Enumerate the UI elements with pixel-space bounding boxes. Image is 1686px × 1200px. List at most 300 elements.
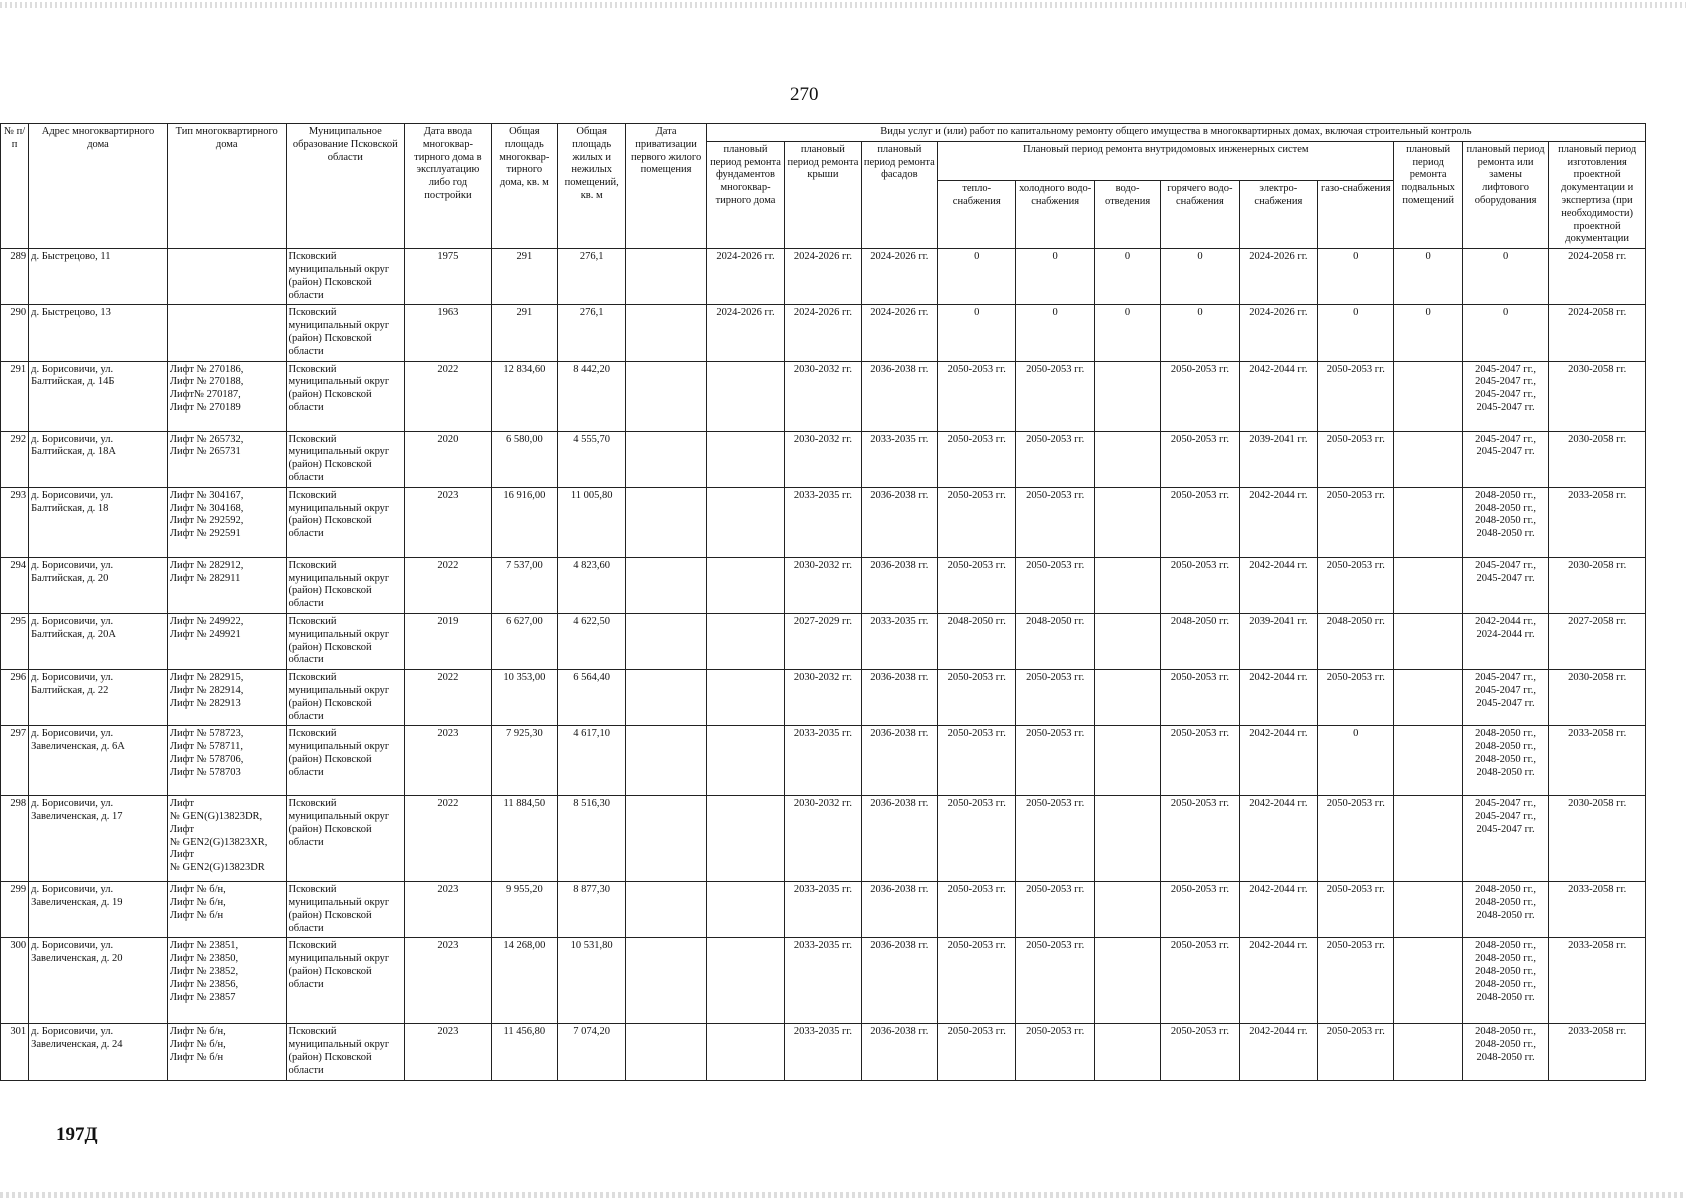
table-row <box>1 249 1646 305</box>
cell-foundation <box>706 938 784 1024</box>
cell-heat: 2050-2053 гг. <box>938 670 1016 726</box>
cell-facade: 2036-2038 гг. <box>861 796 937 882</box>
cell-foundation: 2024-2026 гг. <box>706 305 784 361</box>
cell-num: 301 <box>1 1024 29 1080</box>
col-cold-water-header: холодного водо-снабжения <box>1016 181 1094 249</box>
cell-electric: 2042-2044 гг. <box>1239 1024 1317 1080</box>
cell-living-area: 4 622,50 <box>558 613 626 669</box>
cell-heat: 2050-2053 гг. <box>938 726 1016 796</box>
cell-num: 294 <box>1 557 29 613</box>
cell-line: Лифт № 249922, <box>169 615 244 627</box>
cell-sewer <box>1094 557 1160 613</box>
cell-type <box>167 249 286 305</box>
cell-gas: 2050-2053 гг. <box>1318 1024 1394 1080</box>
cell-design: 2033-2058 гг. <box>1549 938 1646 1024</box>
cell-line: Лифт <box>169 798 195 810</box>
cell-cold-water: 2050-2053 гг. <box>1016 1024 1094 1080</box>
cell-line: 2048-2050 гг., <box>1475 489 1536 501</box>
cell-line: 2045-2047 гг. <box>1476 401 1535 413</box>
cell-line: Лифт № 23857 <box>169 991 236 1003</box>
cell-type <box>167 487 286 557</box>
cell-cold-water: 2050-2053 гг. <box>1016 796 1094 882</box>
cell-design: 2033-2058 гг. <box>1549 726 1646 796</box>
cell-roof: 2024-2026 гг. <box>785 249 861 305</box>
cell-address: д. Борисовичи, ул. Балтийская, д. 20 <box>29 557 168 613</box>
table-row <box>1 361 1646 431</box>
cell-line: 2045-2047 гг., <box>1475 363 1536 375</box>
cell-privatization <box>626 431 706 487</box>
cell-type <box>167 613 286 669</box>
cell-roof: 2030-2032 гг. <box>785 670 861 726</box>
scan-edge-bottom <box>0 1192 1686 1198</box>
cell-foundation <box>706 882 784 938</box>
cell-num: 291 <box>1 361 29 431</box>
cell-total-area: 16 916,00 <box>491 487 557 557</box>
cell-num: 298 <box>1 796 29 882</box>
cell-basement <box>1394 670 1462 726</box>
cell-address: д. Борисовичи, ул. Завеличенская, д. 6А <box>29 726 168 796</box>
cell-facade: 2036-2038 гг. <box>861 361 937 431</box>
cell-cold-water: 2050-2053 гг. <box>1016 726 1094 796</box>
cell-type <box>167 1024 286 1080</box>
cell-address: д. Быстрецово, 11 <box>29 249 168 305</box>
cell-address: д. Борисовичи, ул. Завеличенская, д. 19 <box>29 882 168 938</box>
cell-electric: 2039-2041 гг. <box>1239 613 1317 669</box>
col-elevator-header: плановый период ремонта или замены лифтового оборудования <box>1462 141 1548 248</box>
cell-elevator <box>1462 1024 1548 1080</box>
table-row <box>1 938 1646 1024</box>
cell-year: 2022 <box>405 557 491 613</box>
cell-line: 2048-2050 гг., <box>1475 953 1536 965</box>
cell-basement <box>1394 796 1462 882</box>
cell-gas: 2050-2053 гг. <box>1318 938 1394 1024</box>
cell-year: 2022 <box>405 670 491 726</box>
cell-line: Лифт № 578723, <box>169 728 244 740</box>
cell-hot-water: 0 <box>1161 249 1239 305</box>
cell-heat: 0 <box>938 305 1016 361</box>
cell-foundation <box>706 670 784 726</box>
cell-num: 293 <box>1 487 29 557</box>
cell-facade: 2036-2038 гг. <box>861 1024 937 1080</box>
cell-line: Лифт № 249921 <box>169 628 241 640</box>
cell-basement <box>1394 431 1462 487</box>
cell-design: 2030-2058 гг. <box>1549 670 1646 726</box>
cell-line: 2048-2050 гг., <box>1475 978 1536 990</box>
cell-roof: 2033-2035 гг. <box>785 1024 861 1080</box>
cell-foundation <box>706 487 784 557</box>
cell-hot-water: 2050-2053 гг. <box>1161 796 1239 882</box>
cell-line: 2048-2050 гг., <box>1475 741 1536 753</box>
cell-cold-water: 2050-2053 гг. <box>1016 361 1094 431</box>
cell-privatization <box>626 1024 706 1080</box>
cell-sewer <box>1094 613 1160 669</box>
cell-address: д. Борисовичи, ул. Балтийская, д. 14Б <box>29 361 168 431</box>
cell-privatization <box>626 557 706 613</box>
cell-line: Лифт № 304167, <box>169 489 244 501</box>
cell-electric: 2039-2041 гг. <box>1239 431 1317 487</box>
cell-address: д. Борисовичи, ул. Завеличенская, д. 17 <box>29 796 168 882</box>
cell-hot-water: 2050-2053 гг. <box>1161 487 1239 557</box>
cell-sewer <box>1094 726 1160 796</box>
cell-facade: 2036-2038 гг. <box>861 487 937 557</box>
cell-line: Лифт № 23850, <box>169 953 239 965</box>
cell-basement <box>1394 487 1462 557</box>
cell-line: 2048-2050 гг. <box>1476 909 1535 921</box>
cell-basement <box>1394 726 1462 796</box>
cell-roof: 2033-2035 гг. <box>785 726 861 796</box>
cell-hot-water: 2050-2053 гг. <box>1161 431 1239 487</box>
cell-privatization <box>626 726 706 796</box>
cell-num: 290 <box>1 305 29 361</box>
cell-sewer <box>1094 882 1160 938</box>
cell-privatization <box>626 670 706 726</box>
cell-design: 2030-2058 гг. <box>1549 557 1646 613</box>
table-row <box>1 557 1646 613</box>
cell-heat: 2050-2053 гг. <box>938 487 1016 557</box>
cell-line: 2045-2047 гг., <box>1475 811 1536 823</box>
cell-num: 297 <box>1 726 29 796</box>
cell-line: 2048-2050 гг., <box>1475 897 1536 909</box>
cell-heat: 0 <box>938 249 1016 305</box>
cell-facade: 2036-2038 гг. <box>861 726 937 796</box>
cell-living-area: 10 531,80 <box>558 938 626 1024</box>
cell-num: 296 <box>1 670 29 726</box>
cell-type <box>167 796 286 882</box>
cell-line: 2024-2044 гг. <box>1476 628 1535 640</box>
cell-line: Лифт № 282911 <box>169 572 241 584</box>
cell-hot-water: 2048-2050 гг. <box>1161 613 1239 669</box>
cell-line: 2048-2050 гг., <box>1475 940 1536 952</box>
cell-municipality: Псковский муниципальный округ (район) Псковской области <box>286 726 405 796</box>
cell-gas: 2050-2053 гг. <box>1318 882 1394 938</box>
cell-facade: 2036-2038 гг. <box>861 670 937 726</box>
cell-gas: 2050-2053 гг. <box>1318 796 1394 882</box>
cell-year: 2023 <box>405 1024 491 1080</box>
cell-line: 2045-2047 гг., <box>1475 672 1536 684</box>
cell-hot-water: 2050-2053 гг. <box>1161 557 1239 613</box>
cell-gas: 2050-2053 гг. <box>1318 670 1394 726</box>
cell-elevator: 0 <box>1462 305 1548 361</box>
cell-line: 2048-2050 гг., <box>1475 502 1536 514</box>
cell-electric: 2042-2044 гг. <box>1239 670 1317 726</box>
cell-facade: 2033-2035 гг. <box>861 431 937 487</box>
table-row <box>1 613 1646 669</box>
cell-line: Лифт № 265731 <box>169 446 241 458</box>
cell-line: Лифт № 23851, <box>169 940 239 952</box>
cell-line: Лифт № 282913 <box>169 697 241 709</box>
table-row <box>1 431 1646 487</box>
cell-line: Лифт № 23856, <box>169 978 239 990</box>
cell-line: 2045-2047 гг. <box>1476 823 1535 835</box>
cell-year: 2023 <box>405 882 491 938</box>
cell-design: 2024-2058 гг. <box>1549 305 1646 361</box>
cell-line: 2045-2047 гг., <box>1475 389 1536 401</box>
cell-elevator: 0 <box>1462 249 1548 305</box>
cell-line: 2048-2050 гг. <box>1476 766 1535 778</box>
col-sewer-header: водо-отведения <box>1094 181 1160 249</box>
cell-line: 2048-2050 гг., <box>1475 753 1536 765</box>
table-body <box>1 249 1646 1081</box>
cell-year: 2020 <box>405 431 491 487</box>
cell-basement <box>1394 613 1462 669</box>
cell-roof: 2027-2029 гг. <box>785 613 861 669</box>
cell-address: д. Борисовичи, ул. Балтийская, д. 18А <box>29 431 168 487</box>
cell-total-area: 11 884,50 <box>491 796 557 882</box>
col-year-header: Дата ввода многоквар-тирного дома в эксплуатацию либо год постройки <box>405 124 491 249</box>
cell-year: 2022 <box>405 361 491 431</box>
col-hot-water-header: горячего водо-снабжения <box>1161 181 1239 249</box>
cell-gas: 2050-2053 гг. <box>1318 361 1394 431</box>
cell-facade: 2024-2026 гг. <box>861 249 937 305</box>
cell-hot-water: 2050-2053 гг. <box>1161 670 1239 726</box>
cell-heat: 2050-2053 гг. <box>938 431 1016 487</box>
cell-foundation <box>706 557 784 613</box>
cell-sewer <box>1094 796 1160 882</box>
cell-elevator <box>1462 726 1548 796</box>
cell-heat: 2050-2053 гг. <box>938 938 1016 1024</box>
cell-electric: 2024-2026 гг. <box>1239 305 1317 361</box>
cell-cold-water: 0 <box>1016 305 1094 361</box>
page-number: 270 <box>790 84 819 105</box>
cell-line: Лифт № б/н, <box>169 884 226 896</box>
cell-sewer <box>1094 938 1160 1024</box>
cell-num: 295 <box>1 613 29 669</box>
cell-privatization <box>626 938 706 1024</box>
cell-line: 2045-2047 гг., <box>1475 376 1536 388</box>
cell-foundation <box>706 361 784 431</box>
cell-line: № GEN(G)13823DR, <box>169 811 263 823</box>
cell-type <box>167 938 286 1024</box>
cell-basement <box>1394 1024 1462 1080</box>
cell-electric: 2042-2044 гг. <box>1239 361 1317 431</box>
cell-total-area: 10 353,00 <box>491 670 557 726</box>
cell-privatization <box>626 796 706 882</box>
cell-facade: 2024-2026 гг. <box>861 305 937 361</box>
cell-line: 2048-2050 гг., <box>1475 1026 1536 1038</box>
cell-line: Лифт № 292591 <box>169 528 241 540</box>
cell-living-area: 8 442,20 <box>558 361 626 431</box>
cell-foundation <box>706 1024 784 1080</box>
cell-address: д. Борисовичи, ул. Завеличенская, д. 20 <box>29 938 168 1024</box>
col-living-area-header: Общая площадь жилых и нежилых помещений, кв. м <box>558 124 626 249</box>
scan-edge-top <box>0 2 1686 8</box>
cell-hot-water: 2050-2053 гг. <box>1161 938 1239 1024</box>
col-electric-header: электро-снабжения <box>1239 181 1317 249</box>
cell-cold-water: 0 <box>1016 249 1094 305</box>
cell-heat: 2050-2053 гг. <box>938 1024 1016 1080</box>
table-row <box>1 726 1646 796</box>
cell-living-area: 276,1 <box>558 249 626 305</box>
cell-municipality: Псковский муниципальный округ (район) Псковской области <box>286 305 405 361</box>
cell-total-area: 14 268,00 <box>491 938 557 1024</box>
cell-basement <box>1394 361 1462 431</box>
cell-type <box>167 361 286 431</box>
cell-foundation <box>706 796 784 882</box>
cell-line: Лифт <box>169 823 195 835</box>
cell-design: 2033-2058 гг. <box>1549 1024 1646 1080</box>
cell-living-area: 276,1 <box>558 305 626 361</box>
cell-privatization <box>626 249 706 305</box>
table-row <box>1 305 1646 361</box>
cell-total-area: 291 <box>491 305 557 361</box>
cell-roof: 2033-2035 гг. <box>785 882 861 938</box>
cell-roof: 2030-2032 гг. <box>785 361 861 431</box>
cell-elevator <box>1462 938 1548 1024</box>
cell-hot-water: 0 <box>1161 305 1239 361</box>
cell-year: 2023 <box>405 938 491 1024</box>
cell-total-area: 6 580,00 <box>491 431 557 487</box>
cell-basement: 0 <box>1394 249 1462 305</box>
cell-total-area: 291 <box>491 249 557 305</box>
cell-living-area: 4 823,60 <box>558 557 626 613</box>
cell-year: 2023 <box>405 726 491 796</box>
cell-type <box>167 670 286 726</box>
cell-living-area: 8 516,30 <box>558 796 626 882</box>
cell-line: 2048-2050 гг., <box>1475 884 1536 896</box>
cell-gas: 2050-2053 гг. <box>1318 557 1394 613</box>
cell-municipality: Псковский муниципальный округ (район) Псковской области <box>286 487 405 557</box>
cell-facade: 2033-2035 гг. <box>861 613 937 669</box>
cell-year: 2019 <box>405 613 491 669</box>
cell-elevator <box>1462 882 1548 938</box>
col-design-header: плановый период изготовления проектной документации и экспертиза (при необходимости) проектной документации <box>1549 141 1646 248</box>
cell-basement: 0 <box>1394 305 1462 361</box>
cell-roof: 2024-2026 гг. <box>785 305 861 361</box>
cell-line: 2048-2050 гг., <box>1475 728 1536 740</box>
cell-gas: 0 <box>1318 305 1394 361</box>
cell-total-area: 11 456,80 <box>491 1024 557 1080</box>
cell-address: д. Борисовичи, ул. Завеличенская, д. 24 <box>29 1024 168 1080</box>
cell-foundation: 2024-2026 гг. <box>706 249 784 305</box>
cell-municipality: Псковский муниципальный округ (район) Псковской области <box>286 557 405 613</box>
cell-municipality: Псковский муниципальный округ (район) Псковской области <box>286 796 405 882</box>
cell-electric: 2024-2026 гг. <box>1239 249 1317 305</box>
col-municipality-header: Муниципальное образование Псковской области <box>286 124 405 249</box>
cell-line: Лифт № б/н, <box>169 1026 226 1038</box>
cell-type <box>167 882 286 938</box>
cell-line: Лифт № 282914, <box>169 684 244 696</box>
cell-year: 2023 <box>405 487 491 557</box>
cell-facade: 2036-2038 гг. <box>861 938 937 1024</box>
cell-hot-water: 2050-2053 гг. <box>1161 882 1239 938</box>
cell-sewer <box>1094 431 1160 487</box>
cell-privatization <box>626 361 706 431</box>
cell-heat: 2050-2053 гг. <box>938 557 1016 613</box>
cell-living-area: 4 555,70 <box>558 431 626 487</box>
cell-total-area: 9 955,20 <box>491 882 557 938</box>
cell-line: 2048-2050 гг. <box>1476 528 1535 540</box>
cell-electric: 2042-2044 гг. <box>1239 557 1317 613</box>
cell-basement <box>1394 938 1462 1024</box>
cell-elevator <box>1462 613 1548 669</box>
cell-total-area: 7 925,30 <box>491 726 557 796</box>
cell-line: Лифт <box>169 849 195 861</box>
cell-hot-water: 2050-2053 гг. <box>1161 726 1239 796</box>
cell-municipality: Псковский муниципальный округ (район) Псковской области <box>286 361 405 431</box>
cell-type <box>167 726 286 796</box>
cell-line: Лифт № б/н <box>169 909 224 921</box>
cell-line: Лифт № 270186, <box>169 363 244 375</box>
cell-gas: 2050-2053 гг. <box>1318 487 1394 557</box>
col-privatization-header: Дата приватизации первого жилого помещения <box>626 124 706 249</box>
cell-line: 2048-2050 гг. <box>1476 1052 1535 1064</box>
cell-municipality: Псковский муниципальный округ (район) Псковской области <box>286 249 405 305</box>
cell-roof: 2030-2032 гг. <box>785 796 861 882</box>
cell-gas: 0 <box>1318 726 1394 796</box>
cell-privatization <box>626 487 706 557</box>
cell-privatization <box>626 882 706 938</box>
cell-num: 289 <box>1 249 29 305</box>
col-heat-header: тепло-снабжения <box>938 181 1016 249</box>
col-total-area-header: Общая площадь многоквар-тирного дома, кв. м <box>491 124 557 249</box>
cell-cold-water: 2050-2053 гг. <box>1016 670 1094 726</box>
cell-line: № GEN2(G)13823XR, <box>169 836 268 848</box>
cell-privatization <box>626 305 706 361</box>
cell-hot-water: 2050-2053 гг. <box>1161 361 1239 431</box>
cell-line: Лифт № 282915, <box>169 672 244 684</box>
cell-sewer <box>1094 487 1160 557</box>
cell-municipality: Псковский муниципальный округ (район) Псковской области <box>286 938 405 1024</box>
cell-privatization <box>626 613 706 669</box>
cell-electric: 2042-2044 гг. <box>1239 796 1317 882</box>
cell-hot-water: 2050-2053 гг. <box>1161 1024 1239 1080</box>
cell-line: Лифт № 304168, <box>169 502 244 514</box>
cell-line: Лифт № 578706, <box>169 753 244 765</box>
cell-line: 2045-2047 гг. <box>1476 697 1535 709</box>
col-type-header: Тип многоквартирного дома <box>167 124 286 249</box>
cell-line: Лифт № б/н, <box>169 1039 226 1051</box>
cell-sewer: 0 <box>1094 305 1160 361</box>
cell-line: Лифт № 270189 <box>169 401 241 413</box>
cell-address: д. Борисовичи, ул. Балтийская, д. 18 <box>29 487 168 557</box>
cell-foundation <box>706 613 784 669</box>
cell-elevator <box>1462 557 1548 613</box>
document-code: 197Д <box>56 1124 98 1145</box>
cell-facade: 2036-2038 гг. <box>861 882 937 938</box>
cell-type <box>167 305 286 361</box>
cell-foundation <box>706 726 784 796</box>
cell-living-area: 11 005,80 <box>558 487 626 557</box>
cell-cold-water: 2050-2053 гг. <box>1016 882 1094 938</box>
cell-year: 1975 <box>405 249 491 305</box>
cell-facade: 2036-2038 гг. <box>861 557 937 613</box>
cell-num: 292 <box>1 431 29 487</box>
cell-roof: 2030-2032 гг. <box>785 557 861 613</box>
cell-roof: 2033-2035 гг. <box>785 487 861 557</box>
cell-electric: 2042-2044 гг. <box>1239 882 1317 938</box>
cell-design: 2030-2058 гг. <box>1549 361 1646 431</box>
cell-cold-water: 2048-2050 гг. <box>1016 613 1094 669</box>
cell-line: 2045-2047 гг., <box>1475 684 1536 696</box>
cell-cold-water: 2050-2053 гг. <box>1016 431 1094 487</box>
cell-num: 299 <box>1 882 29 938</box>
cell-elevator <box>1462 487 1548 557</box>
works-group-header: Виды услуг и (или) работ по капитальному ремонту общего имущества в многоквартирных домах, включая строительный контроль <box>706 124 1645 142</box>
cell-line: Лифт № 23852, <box>169 966 239 978</box>
capital-repair-table <box>0 123 1646 1081</box>
cell-line: Лифт № 578703 <box>169 766 241 778</box>
cell-electric: 2042-2044 гг. <box>1239 487 1317 557</box>
table-row <box>1 670 1646 726</box>
cell-line: Лифт № 270188, <box>169 376 244 388</box>
cell-cold-water: 2050-2053 гг. <box>1016 938 1094 1024</box>
cell-address: д. Борисовичи, ул. Балтийская, д. 20А <box>29 613 168 669</box>
table-row <box>1 882 1646 938</box>
cell-elevator <box>1462 361 1548 431</box>
cell-line: 2045-2047 гг. <box>1476 572 1535 584</box>
cell-line: Лифт№ 270187, <box>169 389 241 401</box>
cell-basement <box>1394 557 1462 613</box>
